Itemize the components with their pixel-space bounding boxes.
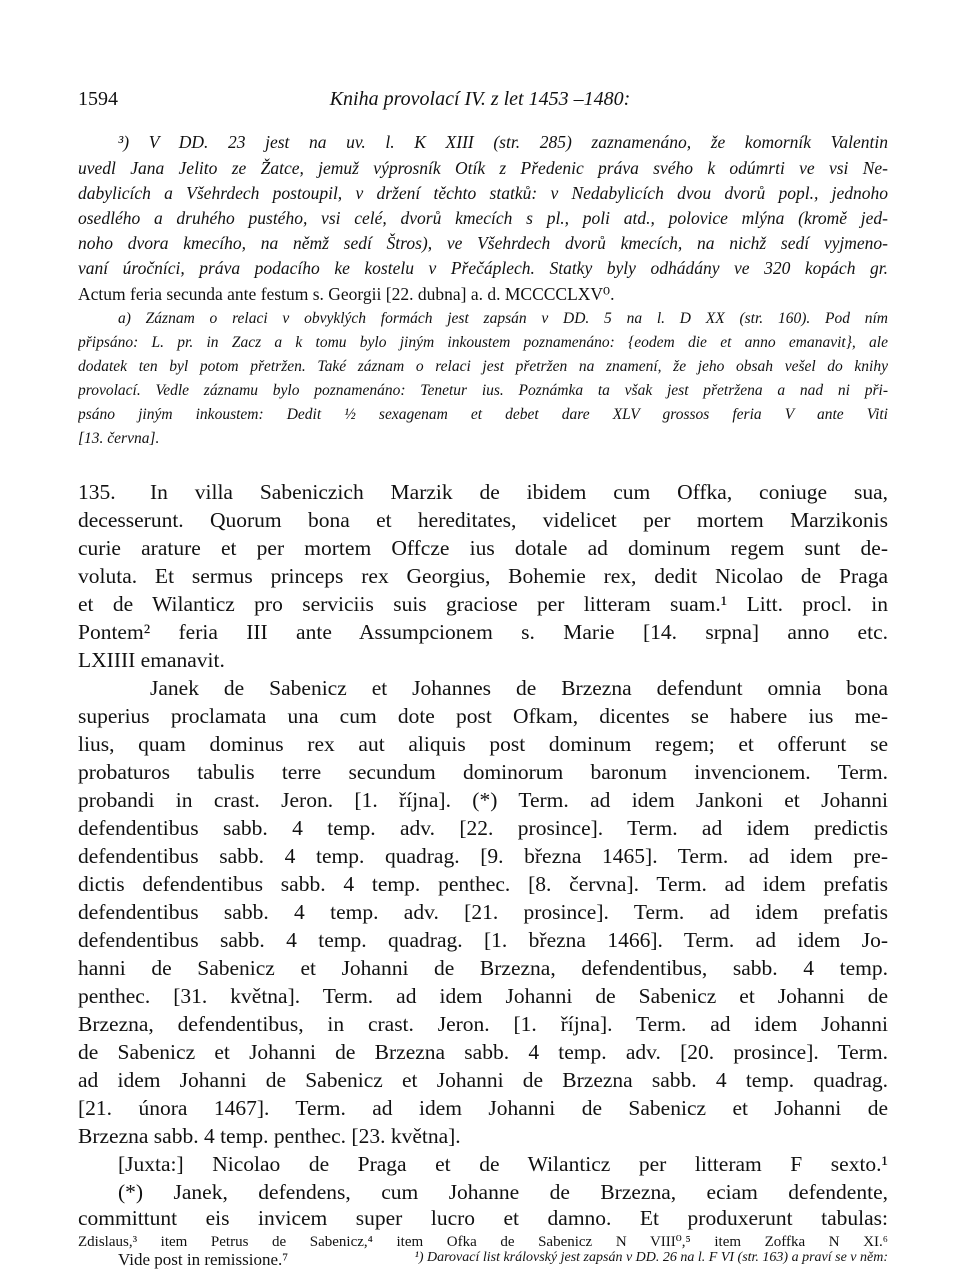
entry-line: Pontem² feria III ante Assumpcionem s. Marie [14. srpna] anno etc. bbox=[78, 620, 888, 644]
remark-line: (*) Janek, defendens, cum Johanne de Brzezna, eciam defendente, bbox=[118, 1180, 888, 1204]
entry-line: Janek de Sabenicz et Johannes de Brzezna defendunt omnia bona bbox=[150, 676, 888, 700]
footnote-line: noho dvora kmecího, na němž sedí Štros), ve Všehrdech dvorů kmecích, na nichž sedí vyjmeno- bbox=[78, 233, 888, 253]
entry-line: Brzezna, defendentibus, in crast. Jeron. [1. října]. Term. ad idem Johanni bbox=[78, 1012, 888, 1036]
footnote-line: připsáno: L. pr. in Zacz a k tomu bylo jiným inkoustem poznamenáno: {eodem die et anno emanavit}, ale bbox=[78, 334, 888, 351]
running-title: Kniha provolací IV. z let 1453 –1480: bbox=[329, 88, 631, 110]
entry-line: curie arature et per mortem Offcze ius dotale ad dominum regem sunt de- bbox=[78, 536, 888, 560]
entry-line: ad idem Johanni de Sabenicz et Johanni de Brzezna sabb. 4 temp. quadrag. bbox=[78, 1068, 888, 1092]
entry-line: voluta. Et sermus princeps rex Georgius, Bohemie rex, dedit Nicolao de Praga bbox=[78, 564, 888, 588]
entry-line: [21. února 1467]. Term. ad idem Johanni de Sabenicz et Johanni de bbox=[78, 1096, 888, 1120]
footnote-line: osedlého a druhého pustého, vsi celé, dvorů kmecích s pl., poli atd., polovice mlýna (kromě jed- bbox=[78, 208, 888, 228]
entry-line: et de Wilanticz pro serviciis suis graciose per litteram suam.¹ Litt. procl. in bbox=[78, 592, 888, 616]
footnote-line: vaní úročníci, práva podacího ke kostelu v Přečáplech. Statky byly odhádány ve 320 kopách gr. bbox=[78, 258, 888, 278]
entry-line: hanni de Sabenicz et Johanni de Brzezna, defendentibus, sabb. 4 temp. bbox=[78, 956, 888, 980]
footnote-line: [13. června]. bbox=[78, 430, 160, 447]
entry-line: de Sabenicz et Johanni de Brzezna sabb. 4 temp. adv. [20. prosince]. Term. bbox=[78, 1040, 888, 1064]
page-number: 1594 bbox=[78, 88, 118, 110]
footnote-line: provolací. Vedle záznamu bylo poznamenáno: Tenetur ius. Poznámka ta však jest přetržena a nad ni při- bbox=[78, 382, 888, 399]
footnote-line: uvedl Jana Jelito ze Žatce, jemuž výprosník Otík z Předenic práva svého k odúmrti ve vsi Ne- bbox=[78, 158, 888, 178]
entry-line: superius proclamata una cum dote post Ofkam, dicentes se habere ius me- bbox=[78, 704, 888, 728]
entry-line: probaturos tabulis terre secundum dominorum baronum invencionem. Term. bbox=[78, 760, 888, 784]
entry-line: defendentibus sabb. 4 temp. adv. [22. prosince]. Term. ad idem predictis bbox=[78, 816, 888, 840]
footnote-1: ¹) Darovací list královský jest zapsán v DD. 26 na l. F VI (str. 163) a praví se v něm: bbox=[414, 1250, 888, 1265]
footnote-line: ³) V DD. 23 jest na uv. l. K XIII (str. 285) zaznamenáno, že komorník Valentin bbox=[118, 132, 888, 152]
entry-line: defendentibus sabb. 4 temp. quadrag. [9. března 1465]. Term. ad idem pre- bbox=[78, 844, 888, 868]
entry-line: probandi in crast. Jeron. [1. října]. (*) Term. ad idem Jankoni et Johanni bbox=[78, 788, 888, 812]
footnote-line: dodatek ten byl potom přetržen. Také záznam o relaci jest přetržen na znamení, že jeho obsah vešel do knihy bbox=[78, 358, 888, 375]
footnote-line: dabylicích a Všehrdech postoupil, v držení těchto statků: v Nedabylicích dvou dvorů popl., jednoho bbox=[78, 183, 888, 203]
remark-line: committunt eis invicem super lucro et damno. Et produxerunt tabulas: bbox=[78, 1206, 888, 1230]
footnote-line: psáno jiným inkoustem: Dedit ½ sexagenam et debet dare XLV grossos feria V ante Viti bbox=[78, 406, 888, 423]
entry-line: decesserunt. Quorum bona et hereditates, videlicet per mortem Marzikonis bbox=[78, 508, 888, 532]
entry-line: Brzezna sabb. 4 temp. penthec. [23. května]. bbox=[78, 1124, 461, 1148]
entry-line: defendentibus sabb. 4 temp. adv. [21. prosince]. Term. ad idem prefatis bbox=[78, 900, 888, 924]
remark-line: Vide post in remissione.⁷ bbox=[118, 1250, 289, 1269]
entry-line: In villa Sabeniczich Marzik de ibidem cum Offka, coniuge sua, bbox=[150, 480, 888, 504]
tabulas-line: Zdislaus,³ item Petrus de Sabenicz,⁴ item Ofka de Sabenicz N VIII⁰,⁵ item Zoffka N XI.⁶ bbox=[78, 1234, 888, 1250]
entry-number: 135. bbox=[78, 480, 116, 504]
entry-line: LXIIII emanavit. bbox=[78, 648, 225, 672]
entry-line: lius, quam dominus rex aut aliquis post dominum regem; et offerunt se bbox=[78, 732, 888, 756]
entry-line: defendentibus sabb. 4 temp. quadrag. [1. března 1466]. Term. ad idem Jo- bbox=[78, 928, 888, 952]
footnote-line: a) Záznam o relaci v obvyklých formách jest zapsán v DD. 5 na l. D XX (str. 160). Pod ním bbox=[118, 310, 888, 327]
entry-line: dictis defendentibus sabb. 4 temp. penthec. [8. června]. Term. ad idem prefatis bbox=[78, 872, 888, 896]
entry-line: penthec. [31. května]. Term. ad idem Johanni de Sabenicz et Johanni de bbox=[78, 984, 888, 1008]
footnote-line: Actum feria secunda ante festum s. Georgii [22. dubna] a. d. MCCCCLXV⁰. bbox=[78, 284, 615, 304]
juxta-line: [Juxta:] Nicolao de Praga et de Wilanticz per litteram F sexto.¹ bbox=[118, 1152, 888, 1176]
